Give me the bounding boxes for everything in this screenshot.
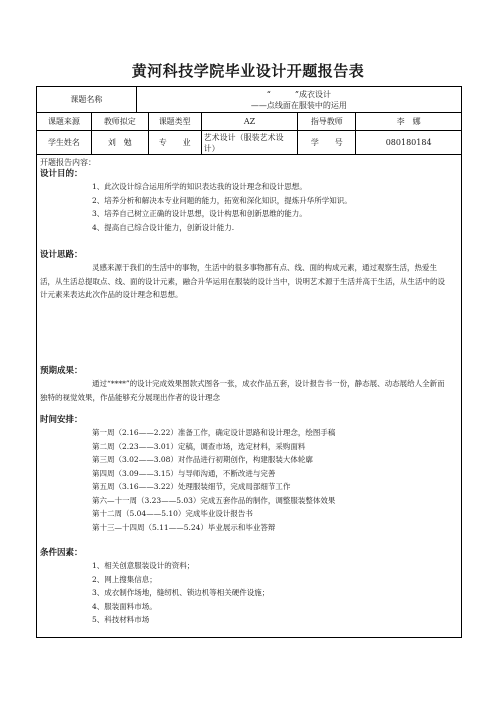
schedule-item: 第十二周（5.04——5.10）完成毕业设计报告书	[92, 509, 253, 518]
condition-item: 1、相关创意服装设计的资料；	[92, 561, 195, 570]
condition-item: 2、网上搜集信息；	[92, 574, 157, 584]
schedule-item: 第六—十一周（3.23——5.03）完成五套作品的制作，调整服装整体效果	[92, 495, 336, 505]
schedule-item: 第十三—十四周（5.11——5.24）毕业展示和毕业答辩	[92, 522, 276, 532]
major-label: 专 业	[149, 131, 202, 154]
student-value: 刘 勉	[92, 131, 149, 154]
condition-item: 3、成衣制作场地，缝纫机、锁边机等相关硬件设施；	[92, 588, 270, 597]
topic-value	[137, 87, 461, 112]
ideas-text: 灵感来源于我们的生活中的事物，生活中的很多事物都有点、线、面的构成元素，通过观察生活，热爱生活，从生活总提取点、线、面的设计元素，融合升华运用在服装的设计当中，说明艺术源于生活并高于生活，从生活中的设计元素来表达此次作品的设计理念和思想。	[40, 263, 445, 299]
student-label: 学生姓名	[37, 131, 92, 154]
page-title: 黄河科技学院毕业设计开题报告表	[131, 62, 365, 80]
condition-item: 4、服装面料市场。	[92, 601, 157, 611]
results-title: 预期成果：	[40, 366, 83, 376]
schedule-title: 时间安排：	[40, 415, 83, 425]
schedule-item: 第一周（2.16——2.22）准备工作，确定设计思路和设计理念，绘图手稿	[92, 428, 336, 437]
major-value: 艺术设计（服装艺术设计）	[202, 131, 299, 154]
topic-label: 课题名称	[37, 87, 137, 112]
student-row	[37, 131, 461, 155]
goal-item: 4、提高自己综合设计能力，创新设计能力.	[92, 222, 235, 232]
ideas-title: 设计思路：	[40, 250, 83, 260]
source-value: 教师拟定	[92, 113, 149, 130]
section-schedule	[40, 414, 457, 534]
schedule-item: 第五周（3.16——3.22）处理服装细节，完成局部细节工作	[92, 482, 291, 491]
section-ideas	[40, 249, 457, 302]
topic-line-2: ——点线面在服装中的运用	[250, 100, 347, 110]
id-value: 080180184	[385, 138, 432, 147]
topic-line-1: “ ”成衣设计	[266, 89, 331, 99]
source-label: 课题来源	[37, 113, 92, 130]
conditions-title: 条件因素：	[40, 548, 83, 558]
goal-item: 3、培养自己树立正确的设计思想，设计构思和创新思维的能力。	[92, 209, 307, 218]
type-label: 课题类型	[149, 113, 202, 130]
schedule-item: 第三周（3.02——3.08）对作品进行初期创作，构建服装大体轮廓	[92, 455, 313, 464]
content-heading: 开题报告内容：	[40, 158, 96, 167]
advisor-label: 指导教师	[298, 113, 356, 130]
schedule-item: 第二周（2.23——3.01）定稿，调查市场，选定材料，采购面料	[92, 441, 306, 451]
results-text: 通过“****”的设计完成效果图款式图各一张，成衣作品五套，设计报告书一份，静态展、动态展给人全新而独特的视觉效果，作品能够充分展现出作者的设计理念	[40, 379, 445, 402]
type-value: AZ	[202, 113, 299, 130]
goals-title: 设计目的：	[40, 169, 83, 179]
report-form	[36, 86, 462, 638]
goal-item: 1、此次设计综合运用所学的知识表达我的设计理念和设计思想。	[92, 182, 307, 191]
advisor-value: 李 娜	[396, 117, 421, 126]
condition-item: 5、科技材料市场	[92, 615, 150, 624]
source-row	[37, 113, 461, 131]
section-goals	[40, 168, 457, 234]
topic-row	[37, 87, 461, 113]
schedule-item: 第四周（3.09——3.15）与导师沟通，不断改进与完善	[92, 468, 276, 478]
section-results	[40, 365, 457, 404]
section-conditions	[40, 547, 457, 627]
goal-item: 2、培养分析和解决本专业问题的能力，拓宽和深化知识，提炼升华所学知识。	[92, 195, 352, 205]
id-label: 学 号	[298, 131, 356, 154]
